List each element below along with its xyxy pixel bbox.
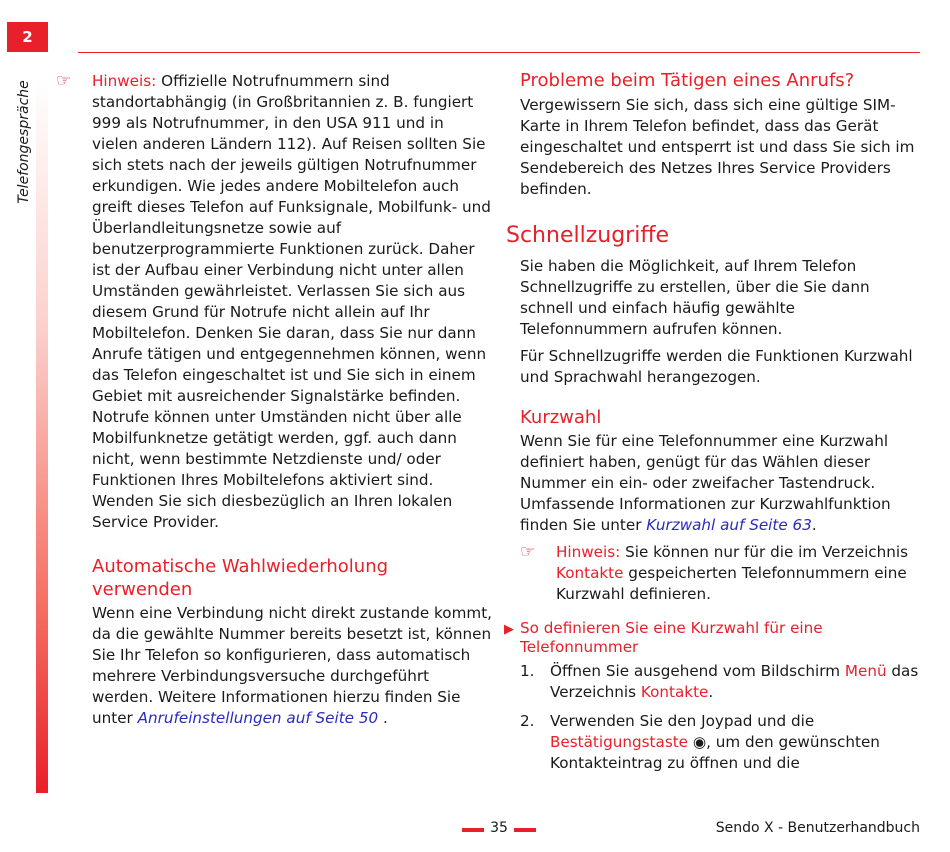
note-contacts: Kontakte	[556, 564, 624, 582]
step-1-text-a: Öffnen Sie ausgehend vom Bildschirm	[550, 662, 845, 680]
footer-dash-left	[462, 828, 484, 832]
kurzwahl-end: .	[811, 516, 817, 534]
step-1-text-c: .	[708, 683, 714, 701]
note-text: Offizielle Notrufnummern sind standortabhängig (in Großbritannien z. B. fungiert 999 als Notrufnummer, in den USA 911 und in vielen anderen Ländern 112). Auf Reisen sollten Sie sich stets nach der jeweils gültigen Notrufnummer erkundigen. Wie jedes andere Mobiltelefon auch greift dieses Telefon auf Funksignale, Mobilfunk- und Überlandleitungsnetze sowie auf benutzerprogrammierte Funktionen zurück. Daher ist der Aufbau einer Verbindung nicht unter allen Umständen gewährleistet. Verlassen Sie sich aus diesem Grund für Notrufe nicht allein auf Ihr Mobiltelefon. Denken Sie daran, dass Sie nur dann Anrufe tätigen und entgegennehmen können, wenn das Telefon eingeschaltet ist und Sie sich in einem Gebiet mit ausreichender Signalstärke befinden. Notrufe können unter Umständen nicht über alle Mobilfunknetze getätigt werden, ggf. auch dann nicht, wenn bestimmte Netzdienste und/ oder Funktionen Ihres Mobiltelefons aktiviert sind. Wenden Sie sich diesbezüglich an Ihren lokalen Service Provider.	[92, 72, 491, 531]
chapter-number: 2	[22, 28, 33, 46]
note-label: Hinweis:	[556, 543, 621, 561]
kurzwahl-note	[520, 542, 920, 605]
note-text-1: Sie können nur für die im Verzeichnis	[620, 543, 909, 561]
shortcuts-paragraph-1: Sie haben die Möglichkeit, auf Ihrem Telefon Schnellzugriffe zu erstellen, über die Sie dann schnell und einfach häufig gewählte Telefonnummern aufrufen können.	[520, 257, 870, 338]
step-1-text-b: das Verzeichnis	[550, 662, 919, 701]
redial-text: Wenn eine Verbindung nicht direkt zustande kommt, da die gewählte Nummer bereits besetzt ist, können Sie Ihr Telefon so konfigurieren, dass automatisch mehrere Verbindungsversuche durchgeführt werden. Weitere Informationen hierzu finden Sie unter	[92, 604, 492, 727]
step-1-menu: Menü	[844, 662, 887, 680]
side-gradient-bar	[36, 78, 48, 793]
step-1	[520, 661, 920, 703]
kurzwahl-heading: Kurzwahl	[520, 407, 602, 428]
redial-heading: Automatische Wahlwiederholung verwenden	[92, 556, 389, 600]
step-number: 1.	[520, 662, 535, 680]
redial-end: .	[378, 709, 388, 727]
kurzwahl-text: Wenn Sie für eine Telefonnummer eine Kurzwahl definiert haben, genügt für das Wählen dieser Nummer ein ein- oder zweifacher Tastendruck. Umfassende Informationen zur Kurzwahlfunktion finden Sie unter	[520, 432, 891, 534]
step-2-text-b: ◉, um den gewünschten Kontakteintrag zu öffnen und die	[550, 733, 880, 772]
note-label: Hinweis:	[92, 72, 157, 90]
footer-dash-right	[514, 828, 536, 832]
kurzwahl-link[interactable]: Kurzwahl auf Seite 63	[646, 516, 812, 534]
page-number: 35	[490, 820, 508, 836]
shortcuts-paragraph-2: Für Schnellzugriffe werden die Funktionen Kurzwahl und Sprachwahl herangezogen.	[520, 347, 913, 386]
problems-heading: Probleme beim Tätigen eines Anrufs?	[520, 70, 855, 91]
steps-list	[520, 661, 920, 774]
shortcuts-heading: Schnellzugriffe	[506, 223, 670, 248]
right-column	[504, 66, 920, 774]
left-column	[56, 66, 492, 729]
step-2-text-a: Verwenden Sie den Joypad und die	[550, 712, 815, 730]
steps-heading	[504, 619, 920, 657]
pointing-hand-icon: ☞	[520, 542, 536, 562]
redial-paragraph	[92, 603, 492, 729]
steps-heading-text: So definieren Sie eine Kurzwahl für eine Telefonnummer	[520, 619, 823, 656]
kurzwahl-paragraph	[520, 431, 920, 536]
chapter-number-badge	[7, 22, 48, 52]
problems-paragraph: Vergewissern Sie sich, dass sich eine gültige SIM-Karte in Ihrem Telefon befindet, dass das Gerät eingeschaltet und entsperrt ist und dass Sie sich im Sendebereich des Netzes Ihres Service Providers befinden.	[520, 96, 915, 198]
chapter-title: Telefongespräche	[16, 80, 32, 204]
pointing-hand-icon: ☞	[56, 71, 72, 91]
book-title: Sendo X - Benutzerhandbuch	[715, 820, 920, 836]
note-text-2: gespeicherten Telefonnummern eine Kurzwahl definieren.	[556, 564, 907, 603]
step-2-key: Bestätigungstaste	[550, 733, 689, 751]
triangle-arrow-icon: ▶	[504, 622, 514, 637]
step-number: 2.	[520, 712, 535, 730]
step-1-contacts: Kontakte	[640, 683, 709, 701]
page-number-block	[462, 818, 536, 838]
emergency-note	[56, 71, 492, 533]
header-rule	[78, 52, 920, 53]
step-2	[520, 711, 920, 774]
redial-link[interactable]: Anrufeinstellungen auf Seite 50	[137, 709, 379, 727]
